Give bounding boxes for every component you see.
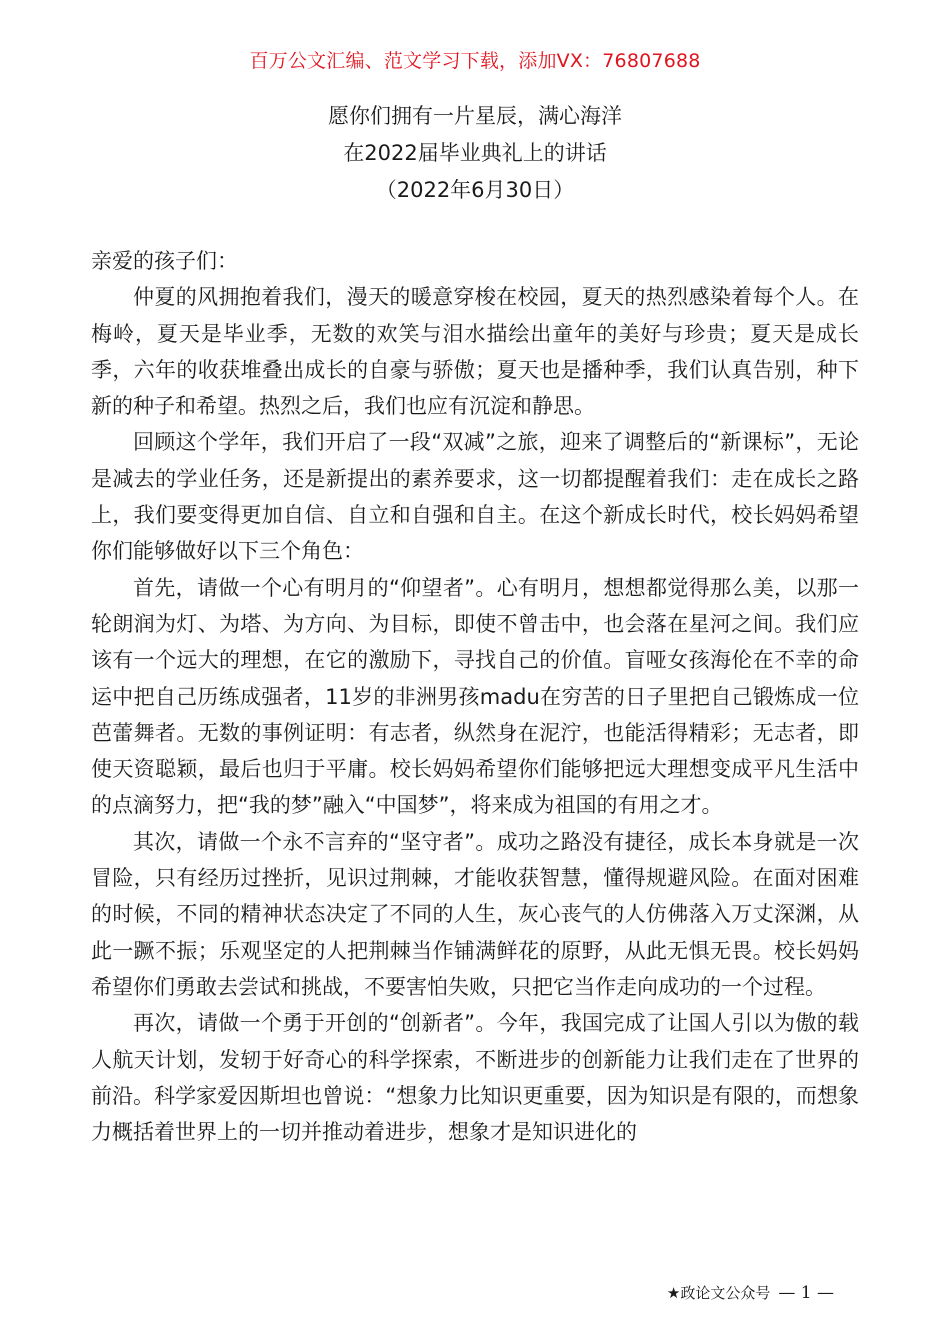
- salutation: 亲爱的孩子们：: [91, 249, 238, 273]
- speech-title: 愿你们拥有一片星辰，满心海洋: [328, 104, 622, 128]
- paragraph: 仲夏的风拥抱着我们，漫天的暖意穿梭在校园，夏天的热烈感染着每个人。在梅岭，夏天是毕业季，无数的欢笑与泪水描绘出童年的美好与珍贵；夏天是成长季，六年的收获堆叠出成长的自豪与骄傲；夏天也是播种季，我们认真告别，种下新的种子和希望。热烈之后，我们也应有沉淀和静思。: [91, 285, 859, 419]
- speech-date: （2022年6月30日）: [375, 178, 575, 202]
- title-block: [0, 98, 950, 209]
- promo-banner: 百万公文汇编、范文学习下载，添加VX：76807688: [249, 50, 701, 72]
- page-number: — 1 —: [778, 1283, 834, 1303]
- paragraph: 其次，请做一个永不言弃的“坚守者”。成功之路没有捷径，成长本身就是一次冒险，只有经历过挫折，见识过荆棘，才能收获智慧，懂得规避风险。在面对困难的时候，不同的精神状态决定了不同的人生，灰心丧气的人仿佛落入万丈深渊，从此一蹶不振；乐观坚定的人把荆棘当作铺满鲜花的原野，从此无惧无畏。校长妈妈希望你们勇敢去尝试和挑战，不要害怕失败，只把它当作走向成功的一个过程。: [91, 829, 859, 999]
- paragraph: 首先，请做一个心有明月的“仰望者”。心有明月，想想都觉得那么美，以那一轮朗润为灯、为塔、为方向、为目标，即使不曾击中，也会落在星河之间。我们应该有一个远大的理想，在它的激励下，寻找自己的价值。盲哑女孩海伦在不幸的命运中把自己历练成强者，11岁的非洲男孩madu在穷苦的日子里把自己锻炼成一位芭蕾舞者。无数的事例证明：有志者，纵然身在泥泞，也能活得精彩；无志者，即使天资聪颖，最后也归于平庸。校长妈妈希望你们能够把远大理想变成平凡生活中的点滴努力，把“我的梦”融入“中国梦”，将来成为祖国的有用之才。: [91, 575, 859, 818]
- speech-subtitle: 在2022届毕业典礼上的讲话: [343, 141, 607, 165]
- paragraph: 回顾这个学年，我们开启了一段“双减”之旅，迎来了调整后的“新课标”，无论是减去的学业任务，还是新提出的素养要求，这一切都提醒着我们：走在成长之路上，我们要变得更加自信、自立和自强和自主。在这个新成长时代，校长妈妈希望你们能够做好以下三个角色：: [91, 430, 859, 564]
- paragraph: 再次，请做一个勇于开创的“创新者”。今年，我国完成了让国人引以为傲的载人航天计划，发轫于好奇心的科学探索，不断进步的创新能力让我们走在了世界的前沿。科学家爱因斯坦也曾说：“想象力比知识更重要，因为知识是有限的，而想象力概括着世界上的一切并推动着进步，想象才是知识进化的: [91, 1011, 859, 1145]
- footer-source: ★政论文公众号: [666, 1284, 771, 1302]
- speech-body: [91, 243, 859, 1150]
- page-footer: [667, 1282, 834, 1303]
